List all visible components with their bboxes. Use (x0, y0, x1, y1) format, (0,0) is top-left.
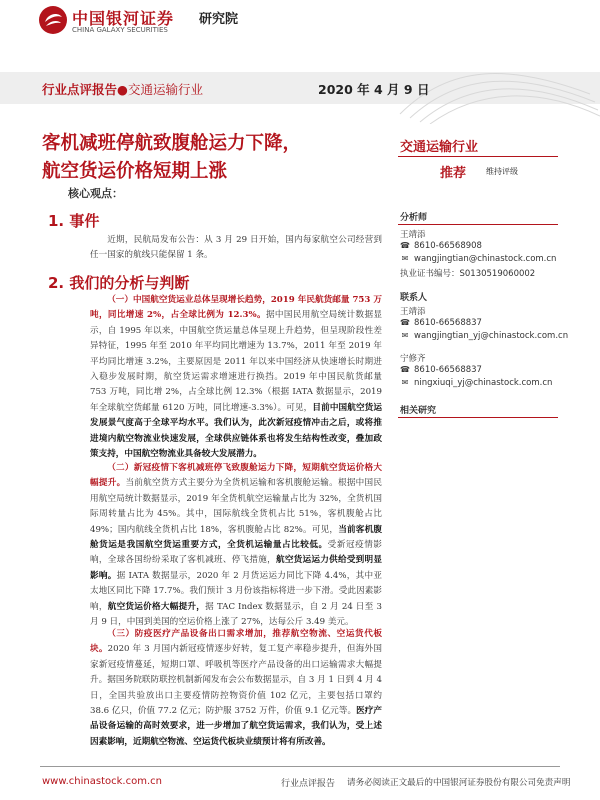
analyst-header: 分析师 (400, 213, 428, 223)
analyst-name: 王靖添 (400, 230, 426, 240)
analyst-phone: 8610-66568908 (414, 241, 482, 251)
p2-text-3: 据 IATA 数据显示，2020 年 2 月货运运力同比下降 4.4%，其中亚太地区同比下降 17.7%。我们预计 3 月份该指标将进一步下滑。受此因素影响， (90, 570, 382, 612)
footer-report-type: 行业点评报告 (281, 779, 336, 789)
p1-text: 据中国民用航空局统计数据显示，自 1995 年以来，中国航空货运量总体呈现上升趋势，但呈现阶段性差异特征，1995 年至 2010 年平均同比增速为 13.7%，2011 年至 2019 年平均同比增速 3.2%，主要原因是 2011 年以来中国经济从快速增长时期进入稳步发展时期，航空货运需求增速进行换挡。2019 年中国民航货邮量 753 万吨，同比增 2%，占全球比例 12.3%（根据 IATA 数据显示，2019 年全球航空货邮量 6120 万吨，同比增速-3.3%）。可见， (90, 310, 382, 413)
section-1-text: 近期，民航局发布公告：从 3 月 29 日开始，国内每家航空公司经营到任一国家的航线只能保留 1 条。 (90, 235, 382, 261)
analysis-paragraph-3 (90, 627, 382, 750)
analyst-email[interactable]: wangjingtian@chinastock.com.cn (414, 254, 557, 264)
contact-1-phone-row (400, 318, 482, 328)
p3-text: 2020 年 3 月国内新冠疫情逐步好转，复工复产率稳步提升，但海外国家新冠疫情蔓延，短期口罩、呼吸机等医疗产品设备的出口运输需求大幅提升。据国务院联防联控机制新闻发布会公布数据显示，自 3 月 1 日到 4 月 4 日，全国共验放出口主要疫情防控物资价值 102 亿元，主要包括口罩约 38.6 亿只，价值 77.2 亿元；防护服 3752 万件，价值 9.1 亿元等。 (90, 644, 382, 717)
analysis-paragraph-2 (90, 461, 382, 630)
contact-1-phone: 8610-66568837 (414, 318, 482, 328)
sidebar-industry: 交通运输行业 (400, 140, 479, 155)
p3-lead: （三）防疫医疗产品设备出口需求增加，推荐航空物流、空运货代板块。 (90, 629, 382, 655)
footer-divider (40, 766, 560, 767)
p3-emphasis: 医疗产品设备运输的高时效要求，进一步增加了航空货运需求，我们认为，受上述因素影响，近期航空物流、空运货代板块业绩预计将有所改善。 (90, 706, 382, 747)
analyst-phone-row (400, 241, 482, 251)
email-icon: ✉ (401, 378, 409, 387)
title-line-1: 客机减班停航致腹舱运力下降， (42, 133, 302, 154)
contact-2-email-row (400, 378, 552, 388)
contact-2-name: 宁修齐 (400, 354, 426, 364)
phone-icon: ☎ (400, 241, 410, 250)
p2-text-4: 据 TAC Index 数据显示，自 2 月 24 日至 3 月 9 日，中国到美国的空运价格上涨了 27%，达每公斤 3.49 美元。 (90, 601, 382, 628)
contact-2-email[interactable]: ningxiuqi_yj@chinastock.com.cn (414, 378, 553, 388)
institute-label: 研究院 (199, 12, 239, 27)
p1-emphasis: 目前中国航空货运发展景气度高于全球平均水平。我们认为，此次新冠疫情冲击之后，或将推进境内航空物流业快速发展，全球供应链体系也将发生结构性改变，叠加政策支持，中国航空物流业具备较大发展潜力。 (90, 402, 382, 460)
analyst-email-row (400, 254, 556, 264)
section-2-heading: 2. 我们的分析与判断 (48, 274, 190, 292)
analyst-divider (398, 224, 558, 225)
brand-name-cn: 中国银河证券 (72, 9, 175, 28)
industry-label: 交通运输行业 (127, 82, 203, 97)
related-divider (398, 417, 558, 418)
contact-1-name: 王靖添 (400, 307, 426, 317)
report-date: 2020 年 4 月 9 日 (318, 82, 430, 97)
p1-lead: （一）中国航空货运业总体呈现增长趋势，2019 年民航货邮量 753 万吨，同比增速 2%，占全球比例为 12.3%。 (90, 295, 382, 321)
p2-emphasis-3: 航空货运价格大幅提升， (107, 601, 206, 612)
report-title (42, 130, 301, 186)
related-research-header: 相关研究 (400, 406, 437, 416)
contact-1-email-row (400, 331, 568, 341)
email-icon: ✉ (401, 254, 409, 263)
footer-disclaimer: 请务必阅读正文最后的中国银河证券股份有限公司免责声明 (347, 778, 571, 788)
contact-header: 联系人 (400, 293, 428, 303)
analysis-paragraph-1 (90, 293, 382, 462)
title-line-2: 航空货运价格短期上涨 (42, 161, 228, 182)
p2-emphasis-1: 当前客机腹舱货运是我国航空货运重要方式，全货机运输量占比较低。 (90, 524, 382, 551)
contact-1-email[interactable]: wangjingtian_yj@chinastock.com.cn (414, 331, 569, 341)
sidebar-divider (398, 156, 558, 157)
phone-icon: ☎ (400, 365, 410, 374)
analyst-cert: 执业证书编号：S0130519060002 (400, 269, 536, 279)
p2-lead: （二）新冠疫情下客机减班停飞致腹舱运力下降，短期航空货运价格大幅提升。 (90, 463, 382, 489)
footer-url[interactable]: www.chinastock.com.cn (42, 776, 162, 787)
phone-icon: ☎ (400, 318, 410, 327)
rating-value: 推荐 (440, 166, 467, 181)
brand-name-en: CHINA GALAXY SECURITIES (72, 26, 168, 34)
core-viewpoint-label: 核心观点： (68, 187, 123, 200)
section-1-heading: 1. 事件 (48, 212, 100, 230)
contact-2-phone-row (400, 365, 482, 375)
report-category (42, 80, 203, 98)
contact-2-phone: 8610-66568837 (414, 365, 482, 375)
rating-note: 维持评级 (486, 167, 518, 176)
bullet-separator: ● (117, 82, 128, 97)
p2-emphasis-2: 航空货运运力供给受到明显影响。 (90, 555, 382, 581)
email-icon: ✉ (401, 331, 409, 340)
p2-text: 当前航空货方式主要分为全货机运输和客机腹舱运输。根据中国民用航空局统计数据显示，2019 年全货机航空运输量占比为 32%，全货机国际周转量占比为 45%。其中，国际航线全货机占比 51%，客机腹舱占比 49%；国内航线全货机占比 18%，客机腹舱占比 82%。可见， (90, 478, 382, 535)
p2-text-2: 受新冠疫情影响，全球各国纷纷采取了客机减班、停飞措施， (90, 540, 382, 566)
report-type: 行业点评报告 (42, 82, 118, 97)
galaxy-logo-icon (38, 5, 68, 35)
